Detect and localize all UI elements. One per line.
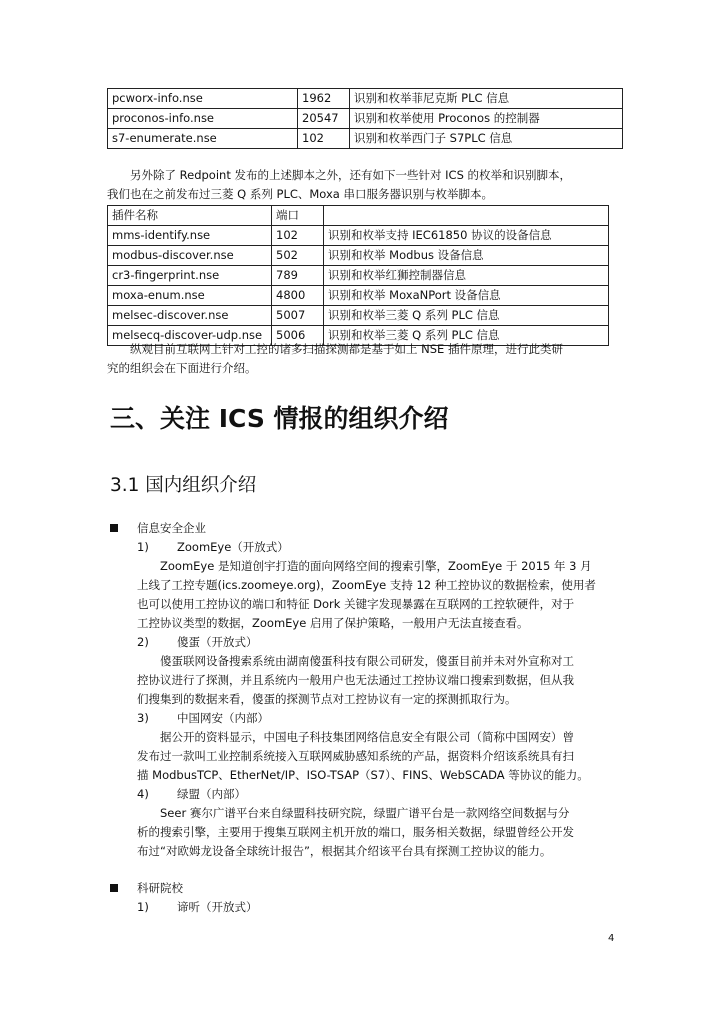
table-cell: 识别和枚举使用 Proconos 的控制器 [350,109,623,129]
table-cell: melsec-discover.nse [108,306,272,326]
paragraph-line: 上线了工控专题(ics.zoomeye.org)，ZoomEye 支持 12 种工控协议的数据检索，使用者 [137,578,596,592]
table-row [108,109,623,129]
paragraph-line: 也可以使用工控协议的端口和特征 Dork 关键字发现暴露在互联网的工控软硬件，对于 [137,597,575,611]
subsection-heading: 3.1 国内组织介绍 [110,475,257,496]
item-body [137,652,574,709]
table-header-cell: 插件名称 [108,206,272,226]
item-body [137,557,596,633]
table-cell: 502 [272,246,324,266]
table-cell: 102 [272,226,324,246]
item-number: 3) [137,711,149,725]
paragraph-line: 工控协议类型的数据，ZoomEye 启用了保护策略，一般用户无法直接查看。 [137,616,529,630]
paragraph-line: 傻蛋联网设备搜索系统由湖南傻蛋科技有限公司研发，傻蛋目前并未对外宣称对工 [160,654,574,668]
table-cell: 识别和枚举西门子 S7PLC 信息 [350,129,623,149]
item-number: 1) [137,540,149,554]
table-cell: s7-enumerate.nse [108,129,298,149]
item-title [137,709,269,728]
item-title-text: 谛听（开放式） [177,900,258,914]
section-heading: 三、关注 ICS 情报的组织介绍 [110,404,449,433]
table-cell: 5006 [272,326,324,346]
table-cell: 4800 [272,286,324,306]
item-title [137,785,246,804]
paragraph-line: Seer 赛尔广谱平台来自绿盟科技研究院，绿盟广谱平台是一款网络空间数据与分 [160,806,570,820]
item-number: 4) [137,787,149,801]
table-cell: modbus-discover.nse [108,246,272,266]
ics-scripts-table [107,205,609,346]
bullet-square-icon [110,524,118,532]
table-cell: 识别和枚举三菱 Q 系列 PLC 信息 [324,326,609,346]
table-header-cell [324,206,609,226]
table-cell: mms-identify.nse [108,226,272,246]
item-title-text: 中国网安（内部） [177,711,269,725]
paragraph-line: 究的组织会在下面进行介绍。 [107,361,257,375]
paragraph-line: 析的搜索引擎，主要用于搜集互联网主机开放的端口，服务相关数据，绿盟曾经公开发 [137,825,574,839]
paragraph-line: 另外除了 Redpoint 发布的上述脚本之外，还有如下一些针对 ICS 的枚举和识别脚本， [130,168,572,182]
table-cell: 789 [272,266,324,286]
table-cell: 1962 [298,89,350,109]
item-title-text: ZoomEye（开放式） [177,540,289,554]
table-cell: 102 [298,129,350,149]
table-row [108,266,609,286]
nse-table-top [107,88,623,149]
paragraph-line: 发布过一款叫工业控制系统接入互联网威胁感知系统的产品，据资料介绍该系统具有扫 [137,749,574,763]
table-cell: cr3-fingerprint.nse [108,266,272,286]
page-number: 4 [608,933,615,944]
table-cell: 识别和枚举菲尼克斯 PLC 信息 [350,89,623,109]
paragraph-line: 们搜集到的数据来看，傻蛋的探测节点对工控协议有一定的探测抓取行为。 [137,692,517,706]
paragraph-line: 布过“对欧姆龙设备全球统计报告”，根据其介绍该平台具有探测工控协议的能力。 [137,844,552,858]
table-cell: 识别和枚举支持 IEC61850 协议的设备信息 [324,226,609,246]
item-number: 1) [137,900,149,914]
paragraph-line: 控协议进行了探测，并且系统内一般用户也无法通过工控协议端口搜索到数据，但从我 [137,673,574,687]
paragraph-line: 据公开的资料显示，中国电子科技集团网络信息安全有限公司（简称中国网安）曾 [160,730,574,744]
table-cell: 20547 [298,109,350,129]
bullet-label: 信息安全企业 [137,521,206,535]
item-number: 2) [137,635,149,649]
table-cell: 识别和枚举红狮控制器信息 [324,266,609,286]
table-cell: 识别和枚举 MoxaNPort 设备信息 [324,286,609,306]
item-title [137,898,258,917]
paragraph-line: 纵观目前互联网上针对工控的诸多扫描探测都是基于如上 NSE 插件原理，进行此类研 [130,342,563,356]
table-row [108,286,609,306]
summary-paragraph [107,340,627,378]
paragraph-line: 描 ModbusTCP、EtherNet/IP、ISO-TSAP（S7）、FINS、WebSCADA 等协议的能力。 [137,768,589,782]
table-cell: 识别和枚举 Modbus 设备信息 [324,246,609,266]
table-row [108,129,623,149]
table-header-row [108,206,609,226]
paragraph-line: ZoomEye 是知道创宇打造的面向网络空间的搜索引擎，ZoomEye 于 2015 年 3 月 [160,559,592,573]
table-row [108,306,609,326]
item-body [137,804,574,861]
table-cell: pcworx-info.nse [108,89,298,109]
table-cell: melsecq-discover-udp.nse [108,326,272,346]
item-title [137,633,258,652]
item-title-text: 傻蛋（开放式） [177,635,258,649]
item-title [137,538,289,557]
table-row [108,89,623,109]
table-cell: moxa-enum.nse [108,286,272,306]
bullet-square-icon [110,884,118,892]
paragraph-line: 我们也在之前发布过三菱 Q 系列 PLC、Moxa 串口服务器识别与枚举脚本。 [107,187,493,201]
item-title-text: 绿盟（内部） [177,787,246,801]
intro-paragraph [107,166,627,204]
bullet-label: 科研院校 [137,881,183,895]
item-body [137,728,589,785]
table-row [108,226,609,246]
table-row [108,246,609,266]
table-cell: proconos-info.nse [108,109,298,129]
table-cell: 识别和枚举三菱 Q 系列 PLC 信息 [324,306,609,326]
table-cell: 5007 [272,306,324,326]
table-header-cell: 端口 [272,206,324,226]
